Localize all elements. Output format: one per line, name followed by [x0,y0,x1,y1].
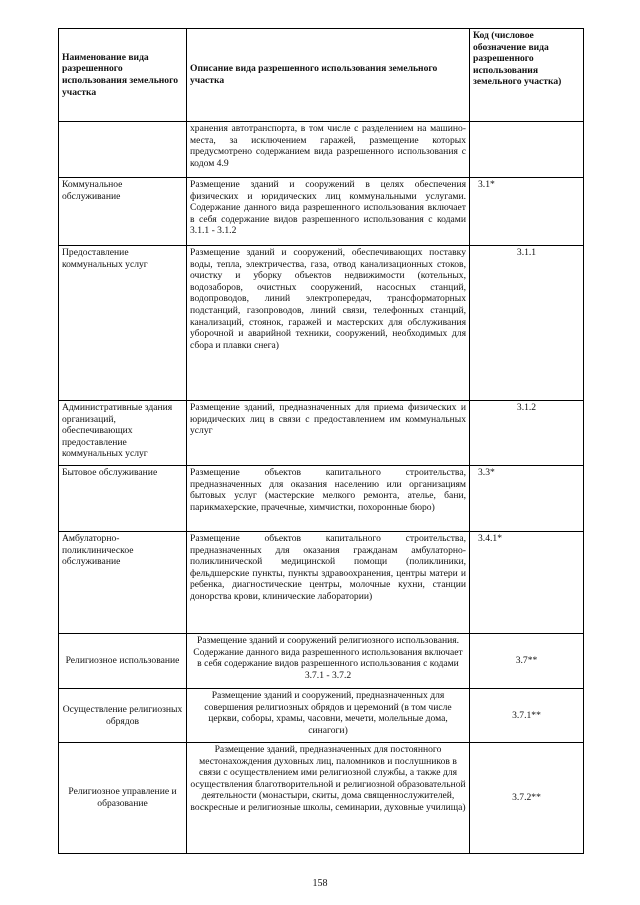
land-use-table [58,28,584,854]
row-code: 3.3* [470,466,584,532]
row-code [470,122,584,178]
header-code: Код (числовое обозначение вида разрешенного использования земельного участка) [470,29,584,122]
table-row [59,689,584,743]
row-name: Религиозное управление и образование [59,743,187,854]
table-row [59,178,584,246]
row-description: Размещение объектов капитального строительства, предназначенных для оказания населению или организациям бытовых услуг (мастерские мелкого ремонта, ателье, бани, парикмахерские, прачечные, химчистки, похоронные бюро) [187,466,470,532]
document-page [58,28,583,854]
table-row [59,743,584,854]
table-row [59,246,584,401]
row-description: Размещение зданий и сооружений религиозного использования. Содержание данного вида разрешенного использования включает в себя содержание видов разрешенного использования с кодами 3.7.1 - 3.7.2 [187,634,470,689]
table-row [59,122,584,178]
table-row [59,634,584,689]
row-description: Размещение зданий и сооружений в целях обеспечения физических и юридических лиц коммунальными услугами. Содержание данного вида разрешенного использования включает в себя содержание видов разрешенного использования с кодами 3.1.1 - 3.1.2 [187,178,470,246]
row-name: Осуществление религиозных обрядов [59,689,187,743]
row-code: 3.4.1* [470,532,584,634]
row-description: Размещение зданий, предназначенных для постоянного местонахождения духовных лиц, паломников и послушников в связи с осуществлением ими религиозной службы, а также для осуществления благотворительной и религиозной образовательной деятельности (монастыри, скиты, дома священнослужителей, воскресные и религиозные школы, семинарии, духовные училища) [187,743,470,854]
row-name [59,122,187,178]
header-name: Наименование вида разрешенного использования земельного участка [59,29,187,122]
row-code: 3.7.2** [470,743,584,854]
page-number: 158 [312,878,328,889]
table-row [59,532,584,634]
row-code: 3.1.1 [470,246,584,401]
table-header-row [59,29,584,122]
row-code: 3.1.2 [470,401,584,466]
header-description: Описание вида разрешенного использования земельного участка [187,29,470,122]
row-description: Размещение зданий и сооружений, обеспечивающих поставку воды, тепла, электричества, газа, отвод канализационных стоков, очистку и уборку объектов недвижимости (котельных, водозаборов, очистных сооружений, насосных станций, водопроводов, линий электропередач, трансформаторных подстанций, газопроводов, линий связи, телефонных станций, канализаций, стоянок, гаражей и мастерских для обслуживания уборочной и аварийной техники, сооружений, необходимых для сбора и плавки снега) [187,246,470,401]
row-name: Административные здания организаций, обеспечивающих предоставление коммунальных услуг [59,401,187,466]
row-code: 3.7.1** [470,689,584,743]
row-description: Размещение зданий и сооружений, предназначенных для совершения религиозных обрядов и церемоний (в том числе церкви, соборы, храмы, часовни, мечети, молельные дома, синагоги) [187,689,470,743]
row-description: Размещение объектов капитального строительства, предназначенных для оказания гражданам амбулаторно-поликлинической медицинской помощи (поликлиники, фельдшерские пункты, пункты здравоохранения, центры матери и ребенка, диагностические центры, молочные кухни, станции донорства крови, клинические лаборатории) [187,532,470,634]
row-name: Бытовое обслуживание [59,466,187,532]
row-name: Предоставление коммунальных услуг [59,246,187,401]
row-name: Амбулаторно-поликлиническое обслуживание [59,532,187,634]
table-row [59,401,584,466]
row-code: 3.7** [470,634,584,689]
row-description: хранения автотранспорта, в том числе с разделением на машино-места, за исключением гаражей, размещение которых предусмотрено содержанием вида разрешенного использования с кодом 4.9 [187,122,470,178]
row-code: 3.1* [470,178,584,246]
row-name: Религиозное использование [59,634,187,689]
row-name: Коммунальное обслуживание [59,178,187,246]
table-row [59,466,584,532]
row-description: Размещение зданий, предназначенных для приема физических и юридических лиц в связи с предоставлением им коммунальных услуг [187,401,470,466]
